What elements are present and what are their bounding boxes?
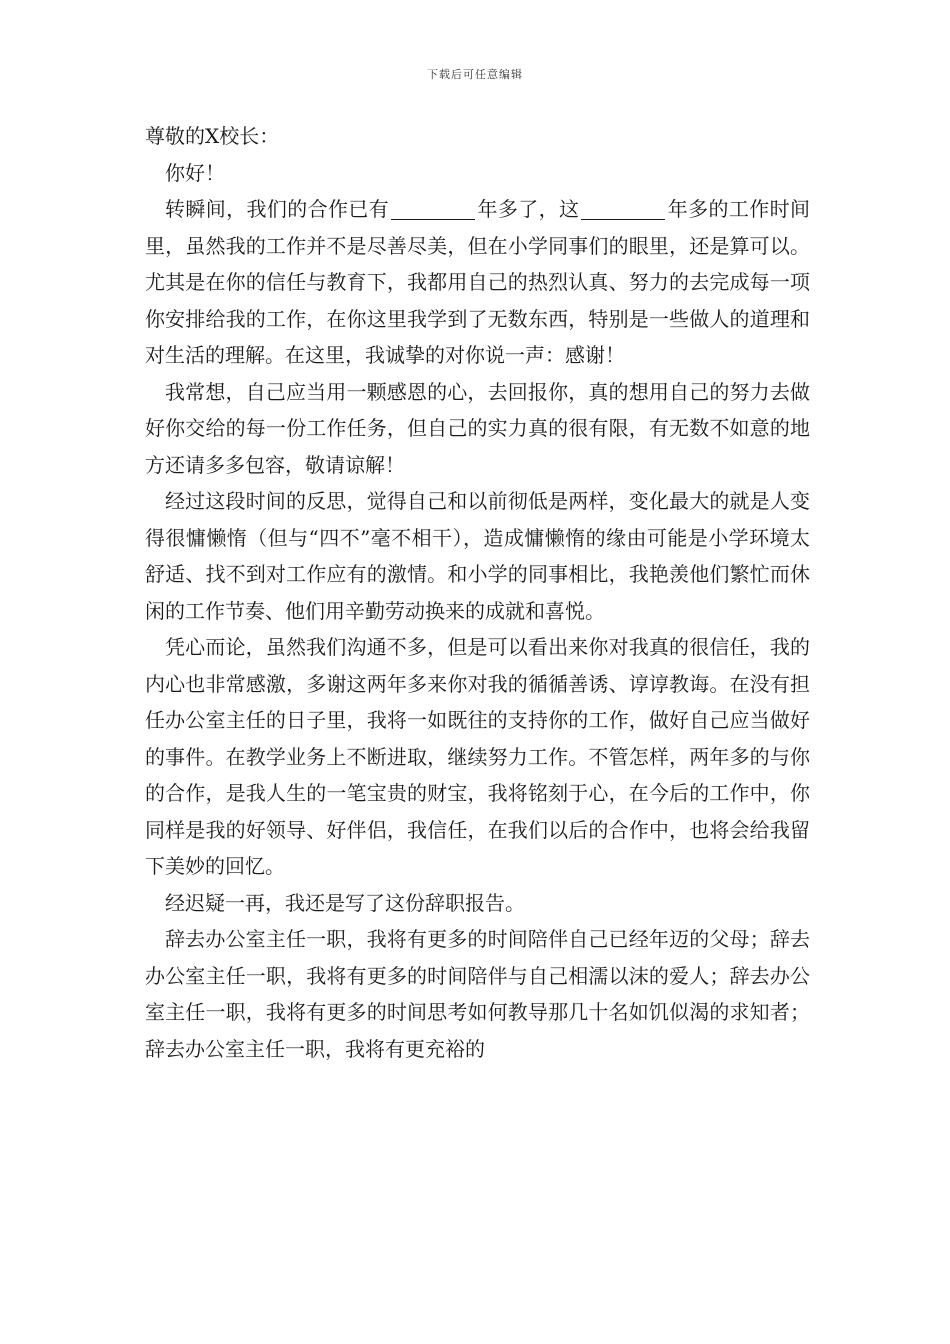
salutation: 尊敬的X校长： [145, 124, 280, 148]
paragraph-3: 经过这段时间的反思，觉得自己和以前彻低是两样，变化最大的就是人变得很慵懒惰（但与“四不”毫不相干），造成慵懒惰的缘由可能是小学环境太舒适、找不到对工作应有的激情。和小学的同事相比，我艳羡他们繁忙而休闲的工作节奏、他们用辛勤劳动换来的成就和喜悦。 [145, 489, 810, 623]
paragraph-1 [145, 191, 810, 374]
page-header: 下载后可任意编辑 [427, 68, 523, 81]
letter-body [145, 118, 810, 1067]
fill-in-blank-years [391, 199, 475, 220]
paragraph-1-part-b: 年多了，这 [477, 197, 580, 221]
paragraph-4: 凭心而论，虽然我们沟通不多，但是可以看出来你对我真的很信任，我的内心也非常感激，多谢这两年多来你对我的循循善诱、谆谆教诲。在没有担任办公室主任的日子里，我将一如既往的支持你的工作，做好自己应当做好的事件。在教学业务上不断进取，继续努力工作。不管怎样，两年多的与你的合作，是我人生的一笔宝贵的财宝，我将铭刻于心，在今后的工作中，你同样是我的好领导、好伴侣，我信任，在我们以后的合作中，也将会给我留下美妙的回忆。 [145, 635, 810, 878]
paragraph-2: 我常想，自己应当用一颗感恩的心，去回报你，真的想用自己的努力去做好你交给的每一份工作任务，但自己的实力真的很有限，有无数不如意的地方还请多多包容，敬请谅解！ [145, 379, 810, 477]
paragraph-5: 经迟疑一再，我还是写了这份辞职报告。 [165, 890, 525, 915]
paragraph-1-part-c: 年多的工作时间里，虽然我的工作并不是尽善尽美，但在小学同事们的眼里，还是算可以。尤其是在你的信任与教育下，我都用自己的热烈认真、努力的去完成每一项你安排给我的工作，在你这里我学到了无数东西，特别是一些做人的道理和对生活的理解。在这里，我诚挚的对你说一声：感谢！ [145, 197, 810, 367]
greeting: 你好！ [165, 160, 225, 185]
paragraph-1-part-a: 转瞬间，我们的合作已有 [165, 197, 390, 221]
fill-in-blank-years-2 [581, 199, 665, 220]
paragraph-6: 辞去办公室主任一职，我将有更多的时间陪伴自己已经年迈的父母；辞去办公室主任一职，我将有更多的时间陪伴与自己相濡以沫的爱人；辞去办公室主任一职，我将有更多的时间思考如何教导那几十名如饥似渴的求知者；辞去办公室主任一职，我将有更充裕的 [145, 927, 810, 1061]
